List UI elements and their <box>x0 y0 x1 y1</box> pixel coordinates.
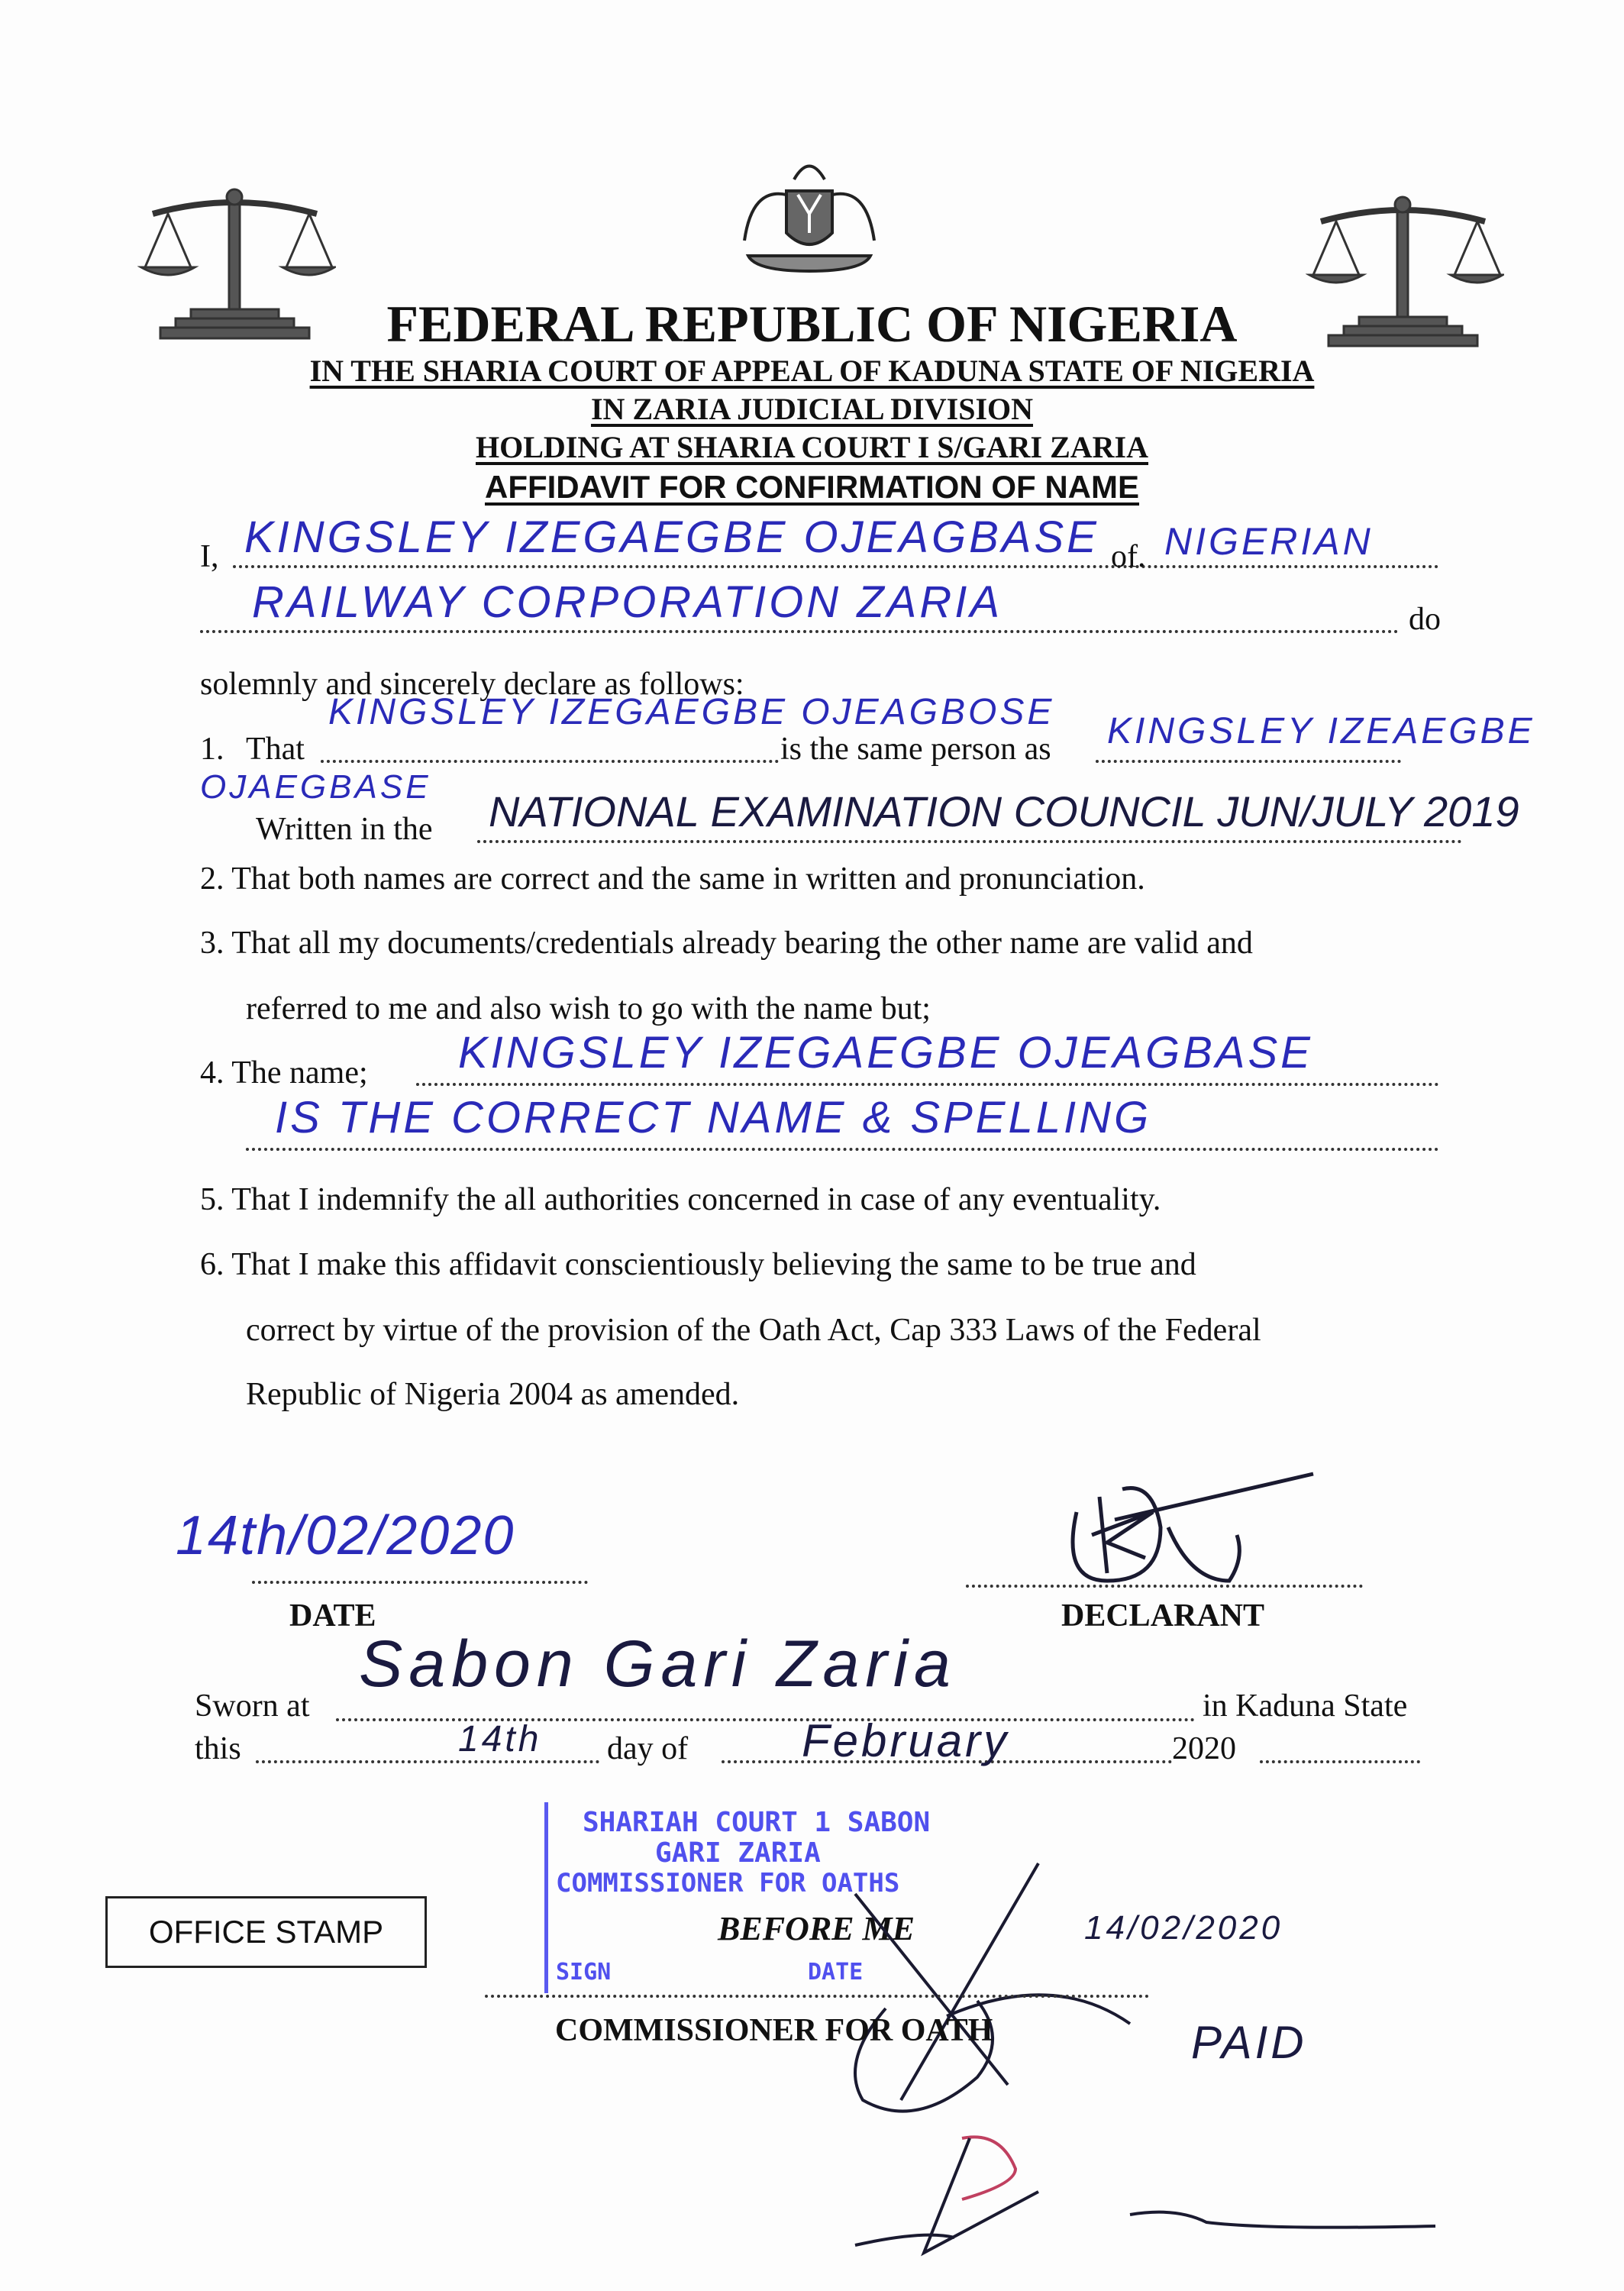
item-5: 5. That I indemnify the all authorities concerned in case of any eventuality. <box>200 1182 1161 1217</box>
item-1-source: NATIONAL EXAMINATION COUNCIL JUN/JULY 2019 <box>489 787 1519 835</box>
stamp-sign: SIGN <box>556 1959 612 1986</box>
stamp-date: DATE <box>808 1959 864 1986</box>
this-label: this <box>195 1731 241 1766</box>
stamp-hand-date: 14/02/2020 <box>1084 1909 1283 1947</box>
date-label: DATE <box>289 1598 376 1633</box>
item-6-cont-2: Republic of Nigeria 2004 as amended. <box>246 1377 740 1412</box>
item-6: 6. That I make this affidavit conscientiously believing the same to be true and <box>200 1247 1196 1282</box>
dotted-line <box>416 1083 1439 1086</box>
stamp-line-2: GARI ZARIA <box>655 1837 821 1869</box>
stamp-line-3: COMMISSIONER FOR OATHS <box>556 1868 900 1898</box>
declarant-name: KINGSLEY IZEGAEGBE OJEAGBASE <box>244 512 1099 562</box>
item-3-cont: referred to me and also wish to go with the name but; <box>246 991 931 1026</box>
division-heading: IN ZARIA JUDICIAL DIVISION <box>590 392 1034 426</box>
dotted-line <box>1096 760 1401 763</box>
state-label: in Kaduna State <box>1203 1688 1408 1724</box>
dotted-line <box>485 1995 1149 1998</box>
item-1-other-name: KINGSLEY IZEAEGBE <box>1107 711 1535 751</box>
do-label: do <box>1409 602 1441 637</box>
item-3: 3. That all my documents/credentials already bearing the other name are valid and <box>200 926 1253 961</box>
day-of-label: day of <box>607 1731 689 1766</box>
court-heading: IN THE SHARIA COURT OF APPEAL OF KADUNA STATE OF NIGERIA <box>309 354 1315 388</box>
dotted-line <box>246 1148 1439 1151</box>
stamp-line-1: SHARIAH COURT 1 SABON <box>583 1807 931 1838</box>
declarant-signature <box>1054 1466 1329 1596</box>
coat-of-arms-icon <box>722 149 897 286</box>
paid-mark: PAID <box>1191 2017 1307 2068</box>
item-4-label: 4. The name; <box>200 1055 368 1091</box>
of-label: of. <box>1111 539 1146 574</box>
commissioner-signature <box>809 1848 1474 2260</box>
sworn-label: Sworn at <box>195 1688 310 1724</box>
holding-heading: HOLDING AT SHARIA COURT I S/GARI ZARIA <box>475 430 1148 464</box>
declarant-label: DECLARANT <box>1061 1598 1265 1633</box>
date-value: 14th/02/2020 <box>176 1505 515 1566</box>
item-6-cont-1: correct by virtue of the provision of the Oath Act, Cap 333 Laws of the Federal <box>246 1313 1261 1348</box>
dotted-line <box>256 1760 599 1763</box>
day-value: 14th <box>458 1719 542 1759</box>
item-1-same: is the same person as <box>780 732 1051 767</box>
before-me-label: BEFORE ME <box>718 1910 915 1947</box>
item-1-name: KINGSLEY IZEGAEGBE OJEAGBOSE <box>328 692 1055 732</box>
dotted-line <box>233 565 1439 568</box>
commissioner-label: COMMISSIONER FOR OATH <box>555 2013 993 2048</box>
item-2: 2. That both names are correct and the same in written and pronunciation. <box>200 861 1145 897</box>
title: FEDERAL REPUBLIC OF NIGERIA <box>386 295 1238 353</box>
month-value: February <box>802 1715 1010 1766</box>
sworn-place: Sabon Gari Zaria <box>359 1627 957 1701</box>
dotted-line <box>252 1581 588 1584</box>
item-4-cont: IS THE CORRECT NAME & SPELLING <box>275 1093 1152 1142</box>
of-value-1: NIGERIAN <box>1164 520 1374 563</box>
dotted-line <box>477 840 1462 843</box>
dotted-line <box>1260 1760 1420 1763</box>
item-1-other-surname: OJAEGBASE <box>200 768 431 806</box>
document-title: AFFIDAVIT FOR CONFIRMATION OF NAME <box>484 469 1140 505</box>
year-label: 2020 <box>1172 1731 1236 1766</box>
item-1-written: Written in the <box>256 812 433 847</box>
office-stamp-box: OFFICE STAMP <box>105 1896 427 1968</box>
declare-text: solemnly and sincerely declare as follows: <box>200 667 744 702</box>
of-value-2: RAILWAY CORPORATION ZARIA <box>252 577 1003 627</box>
dotted-line <box>321 760 779 763</box>
item-1-that: That <box>246 732 305 767</box>
dotted-line <box>200 630 1399 633</box>
item-4-name: KINGSLEY IZEGAEGBE OJEAGBASE <box>458 1028 1313 1078</box>
item-1-number: 1. <box>200 732 224 767</box>
i-label: I, <box>200 539 219 574</box>
